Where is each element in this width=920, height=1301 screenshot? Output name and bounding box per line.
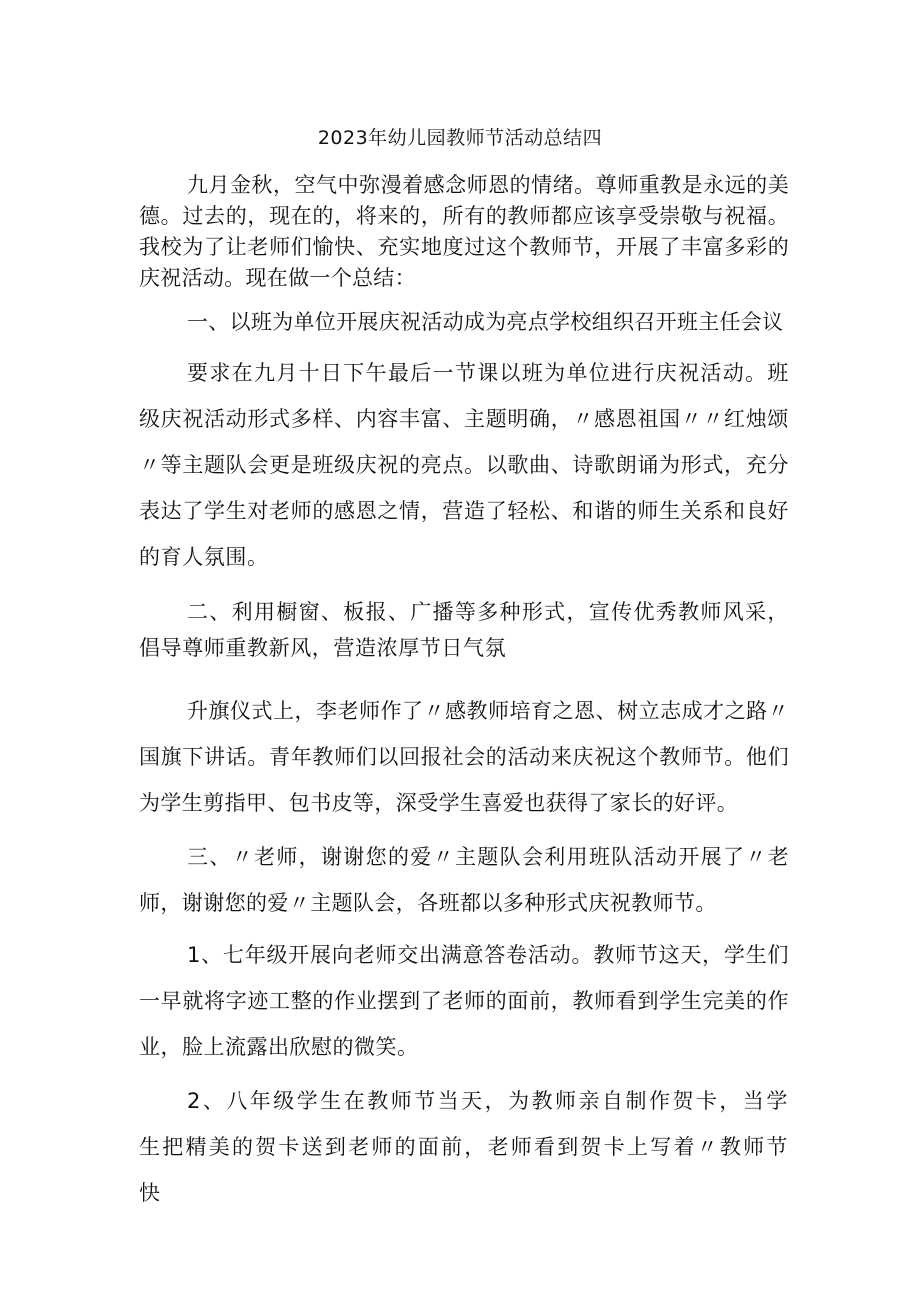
section-heading-3: 三、〃老师，谢谢您的爱〃主题队会利用班队活动开展了〃老师，谢谢您的爱〃主题队会，各班都以多种形式庆祝教师节。: [139, 845, 789, 915]
section-heading-1: 一、以班为单位开展庆祝活动成为亮点学校组织召开班主任会议: [187, 310, 784, 334]
paragraph-grade-seven: 1、七年级开展向老师交出满意答卷活动。教师节这天，学生们一早就将字迹工整的作业摆到了老师的面前，教师看到学生完美的作业，脸上流露出欣慰的微笑。: [139, 943, 789, 1059]
section-heading-2: 二、利用橱窗、板报、广播等多种形式，宣传优秀教师风采，倡导尊师重教新风，营造浓厚节日气氛: [139, 600, 789, 660]
paragraph-flag-ceremony: 升旗仪式上，李老师作了〃感教师培育之恩、树立志成才之路〃国旗下讲话。青年教师们以回报社会的活动来庆祝这个教师节。他们为学生剪指甲、包书皮等，深受学生喜爱也获得了家长的好评。: [139, 699, 789, 815]
paragraph-intro: 九月金秋，空气中弥漫着感念师恩的情绪。尊师重教是永远的美德。过去的，现在的，将来的，所有的教师都应该享受崇敬与祝福。我校为了让老师们愉快、充实地度过这个教师节，开展了丰富多彩的庆祝活动。现在做一个总结：: [139, 173, 789, 290]
document-title: 2023年幼儿园教师节活动总结四: [317, 127, 603, 149]
paragraph-grade-eight: 2、八年级学生在教师节当天，为教师亲自制作贺卡，当学生把精美的贺卡送到老师的面前，老师看到贺卡上写着〃教师节快: [139, 1089, 789, 1205]
paragraph-class-activities: 要求在九月十日下午最后一节课以班为单位进行庆祝活动。班级庆祝活动形式多样、内容丰富、主题明确，〃感恩祖国〃〃红烛颂〃等主题队会更是班级庆祝的亮点。以歌曲、诗歌朗诵为形式，充分表达了学生对老师的感恩之情，营造了轻松、和谐的师生关系和良好的育人氛围。: [139, 361, 789, 569]
